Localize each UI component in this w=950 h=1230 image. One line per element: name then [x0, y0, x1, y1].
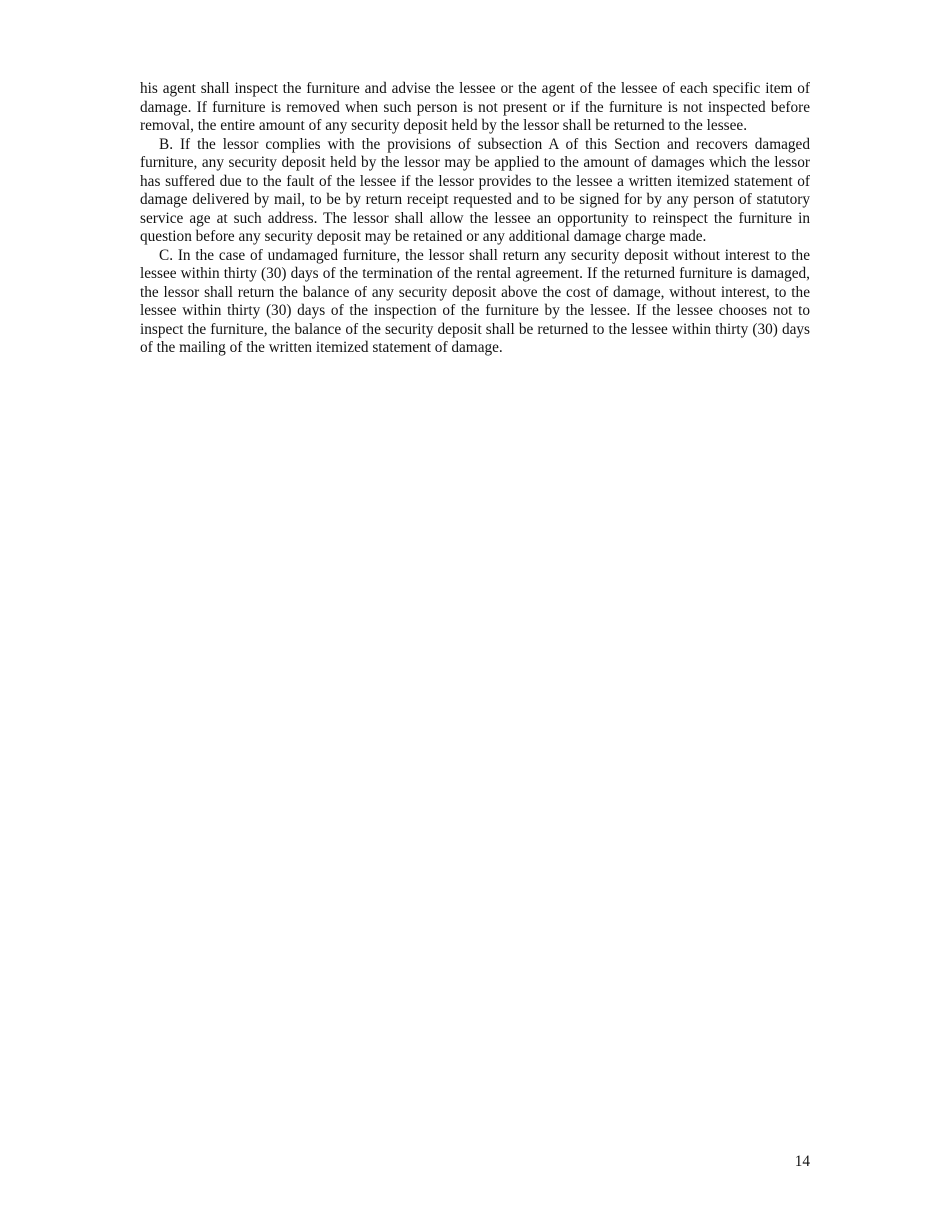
paragraph-subsection-b: B. If the lessor complies with the provisions of subsection A of this Section and recovers damaged furniture, any security deposit held by the lessor may be applied to the amount of damages which the lessor has suffered due to the fault of the lessee if the lessor provides to the lessee a written itemized statement of damage delivered by mail, to be by return receipt requested and to be signed for by any person of statutory service age at such address. The lessor shall allow the lessee an opportunity to reinspect the furniture in question before any security deposit may be retained or any additional damage charge made. [140, 135, 810, 245]
paragraph-continuation: his agent shall inspect the furniture and advise the lessee or the agent of the lessee of each specific item of damage. If furniture is removed when such person is not present or if the furniture is not inspected before removal, the entire amount of any security deposit held by the lessor shall be returned to the lessee. [140, 80, 810, 134]
paragraph-subsection-c: C. In the case of undamaged furniture, the lessor shall return any security deposit without interest to the lessee within thirty (30) days of the termination of the rental agreement. If the returned furniture is damaged, the lessor shall return the balance of any security deposit above the cost of damage, without interest, to the lessee within thirty (30) days of the inspection of the furniture by the lessee. If the lessee chooses not to inspect the furniture, the balance of the security deposit shall be returned to the lessee within thirty (30) days of the mailing of the written itemized statement of damage. [140, 246, 810, 356]
page-number: 14 [794, 1153, 810, 1170]
body-text [140, 80, 810, 358]
